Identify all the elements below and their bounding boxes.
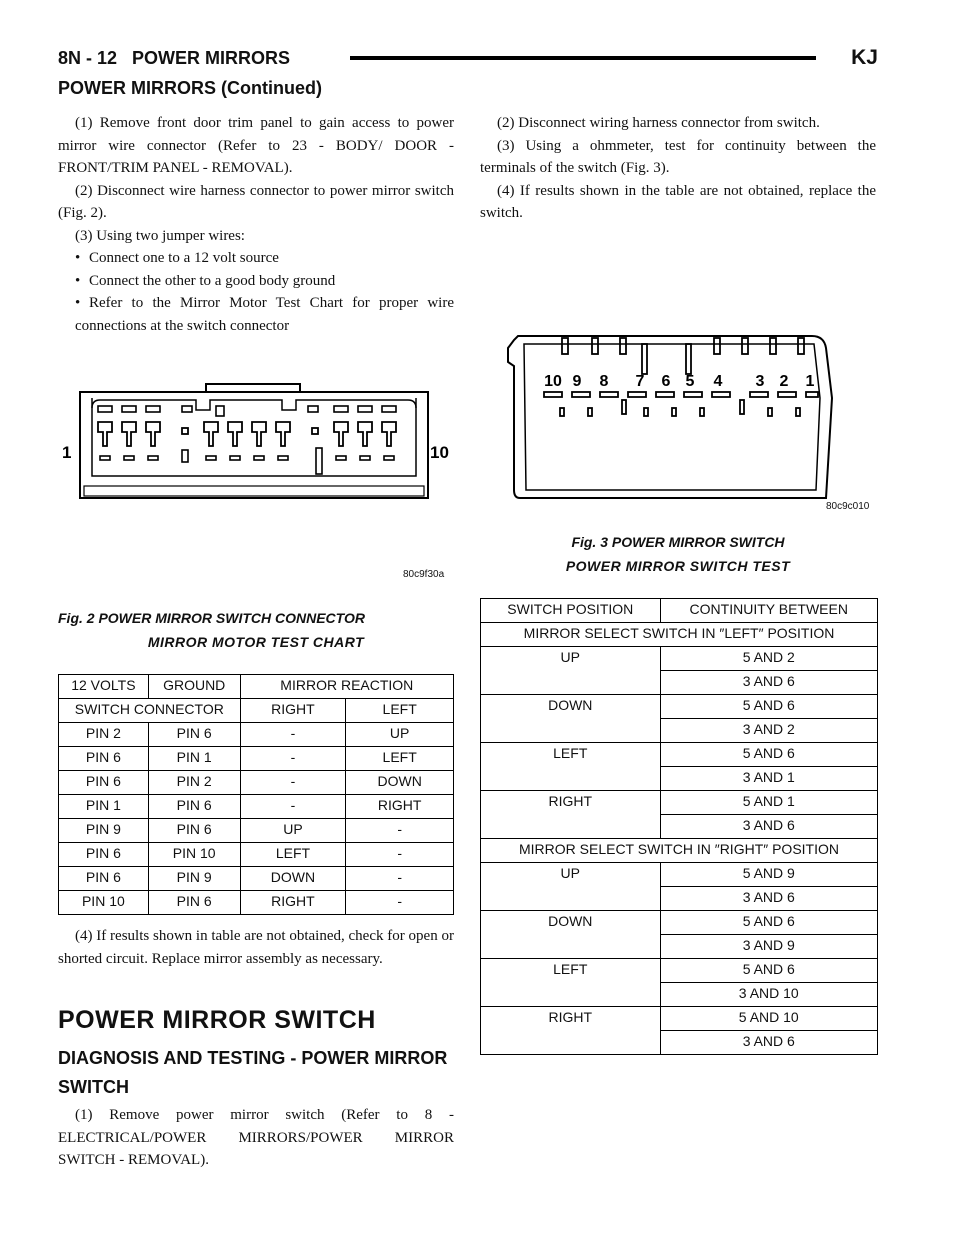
table-row: 3 AND 6 bbox=[481, 1031, 878, 1055]
left-column-text bbox=[58, 112, 454, 337]
table-row: 3 AND 6 bbox=[481, 887, 878, 911]
header-page-title bbox=[58, 48, 290, 69]
header-cell: LEFT bbox=[346, 699, 454, 723]
header-cell: 12 VOLTS bbox=[59, 675, 149, 699]
table-group-row: MIRROR SELECT SWITCH IN ″RIGHT″ POSITION bbox=[481, 839, 878, 863]
header-cell: CONTINUITY BETWEEN bbox=[660, 599, 877, 623]
pin-3: 3 bbox=[755, 373, 765, 390]
header-cell: RIGHT bbox=[240, 699, 346, 723]
left-step-4: (4) If results shown in table are not obtained, check for open or shorted circuit. Replace mirror assembly as necessary. bbox=[58, 928, 454, 967]
table-row: PIN 6 PIN 9 DOWN - bbox=[59, 867, 454, 891]
table-row: 3 AND 6 bbox=[481, 815, 878, 839]
header-model: KJ bbox=[851, 46, 878, 69]
switch-test-table bbox=[480, 598, 878, 1055]
sub-heading: DIAGNOSIS AND TESTING - POWER MIRROR SWITCH bbox=[58, 1048, 448, 1097]
header-cell: MIRROR REACTION bbox=[240, 675, 453, 699]
motor-chart-title: MIRROR MOTOR TEST CHART bbox=[147, 634, 365, 650]
table-row: UP 5 AND 2 bbox=[481, 647, 878, 671]
fig3-code: 80c9c010 bbox=[826, 501, 870, 512]
table-row: PIN 2 PIN 6 - UP bbox=[59, 723, 454, 747]
switch-step-1: (1) Remove power mirror switch (Refer to 8 - ELECTRICAL/POWER MIRRORS/POWER MIRROR SWITCH - REMOVAL). bbox=[58, 1107, 454, 1168]
table-row: PIN 10 PIN 6 RIGHT - bbox=[59, 891, 454, 915]
fig2-caption: Fig. 2 POWER MIRROR SWITCH CONNECTOR bbox=[58, 610, 365, 626]
pin-9: 9 bbox=[572, 373, 582, 390]
step-3: (3) Using two jumper wires: bbox=[75, 227, 245, 244]
table-row: RIGHT 5 AND 1 bbox=[481, 791, 878, 815]
pin-5: 5 bbox=[685, 373, 695, 390]
table-row: LEFT 5 AND 6 bbox=[481, 959, 878, 983]
pin-label-1: 1 bbox=[62, 443, 72, 462]
table-row: PIN 9 PIN 6 UP - bbox=[59, 819, 454, 843]
page-header bbox=[58, 42, 878, 72]
table-row: LEFT 5 AND 6 bbox=[481, 743, 878, 767]
pin-6: 6 bbox=[661, 373, 671, 390]
table-header-row bbox=[59, 675, 454, 699]
step-1: (1) Remove front door trim panel to gain access to power mirror wire connector (Refer to 23 - BODY/ DOOR - FRONT/TRIM PANEL - REMOVAL). bbox=[58, 115, 454, 176]
bullet-2: • Connect the other to a good body ground bbox=[75, 272, 336, 289]
fig2-code: 80c9f30a bbox=[403, 569, 445, 580]
table-row: RIGHT 5 AND 10 bbox=[481, 1007, 878, 1031]
table-row: 3 AND 10 bbox=[481, 983, 878, 1007]
table-row: 3 AND 6 bbox=[481, 671, 878, 695]
header-cell: GROUND bbox=[148, 675, 240, 699]
right-column-text bbox=[480, 112, 876, 225]
table-row: 3 AND 2 bbox=[481, 719, 878, 743]
table-row: PIN 6 PIN 10 LEFT - bbox=[59, 843, 454, 867]
section-heading: POWER MIRROR SWITCH bbox=[58, 1006, 376, 1034]
table-header-row bbox=[59, 699, 454, 723]
table-header-row bbox=[481, 599, 878, 623]
switch-test-title: POWER MIRROR SWITCH TEST bbox=[565, 558, 791, 574]
table-row: PIN 6 PIN 2 - DOWN bbox=[59, 771, 454, 795]
header-cell: SWITCH POSITION bbox=[481, 599, 661, 623]
motor-test-table bbox=[58, 674, 454, 915]
table-row: PIN 6 PIN 1 - LEFT bbox=[59, 747, 454, 771]
pin-2: 2 bbox=[779, 373, 789, 390]
header-cell: SWITCH CONNECTOR bbox=[59, 699, 241, 723]
section-continued-title: POWER MIRRORS (Continued) bbox=[58, 78, 322, 98]
table-row: 3 AND 9 bbox=[481, 935, 878, 959]
pin-7: 7 bbox=[635, 373, 645, 390]
fig3-caption: Fig. 3 POWER MIRROR SWITCH bbox=[571, 534, 785, 550]
bullet-1: • Connect one to a 12 volt source bbox=[75, 250, 279, 266]
pin-label-10: 10 bbox=[430, 443, 449, 462]
table-row: DOWN 5 AND 6 bbox=[481, 695, 878, 719]
right-step-3: (3) Using a ohmmeter, test for continuity between the terminals of the switch (Fig. 3). bbox=[480, 137, 876, 176]
pin-10: 10 bbox=[544, 373, 562, 390]
table-row: DOWN 5 AND 6 bbox=[481, 911, 878, 935]
pin-4: 4 bbox=[713, 373, 723, 390]
right-step-4: (4) If results shown in the table are not obtained, replace the switch. bbox=[480, 182, 876, 221]
header-title: POWER MIRRORS bbox=[132, 48, 291, 68]
right-step-2: (2) Disconnect wiring harness connector from switch. bbox=[497, 115, 820, 131]
table-row: UP 5 AND 9 bbox=[481, 863, 878, 887]
table-row: PIN 1 PIN 6 - RIGHT bbox=[59, 795, 454, 819]
bullet-3: • Refer to the Mirror Motor Test Chart for proper wire connections at the switch connector bbox=[75, 295, 454, 334]
header-page-number: 8N - 12 bbox=[58, 48, 118, 68]
step-2: (2) Disconnect wire harness connector to power mirror switch (Fig. 2). bbox=[58, 182, 454, 221]
connector-diagram bbox=[58, 380, 458, 580]
switch-diagram bbox=[500, 318, 880, 518]
pin-8: 8 bbox=[599, 373, 609, 390]
table-row: 3 AND 1 bbox=[481, 767, 878, 791]
pin-1: 1 bbox=[805, 373, 815, 390]
table-group-row: MIRROR SELECT SWITCH IN ″LEFT″ POSITION bbox=[481, 623, 878, 647]
header-rule bbox=[350, 56, 816, 60]
